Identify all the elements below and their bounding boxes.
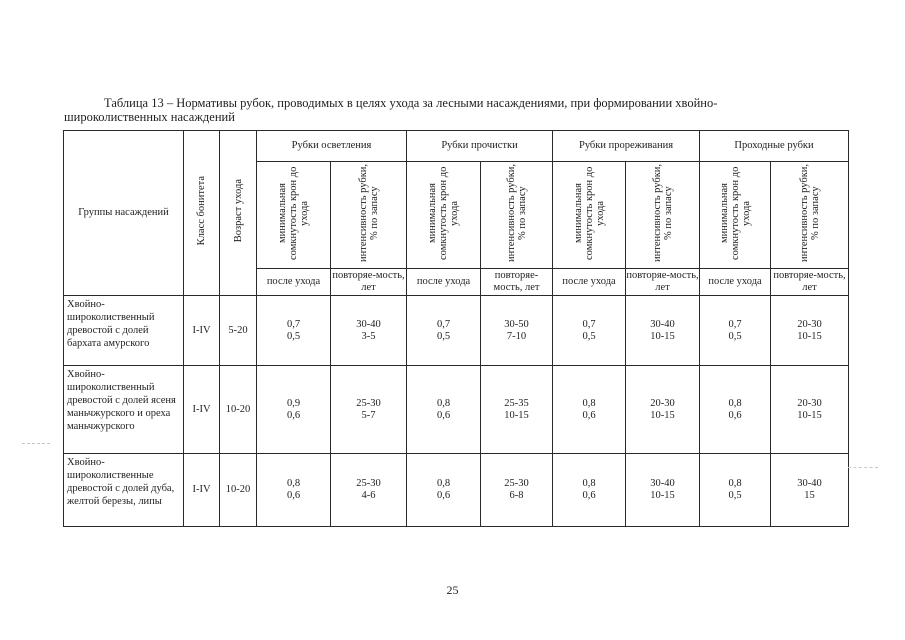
intensity-value	[481, 296, 553, 366]
value-line-top: 0,8	[436, 397, 451, 409]
care-age: 10-20	[220, 366, 257, 454]
header-section-prokhodnye: Проходные рубки	[700, 131, 849, 162]
table-row	[64, 366, 849, 454]
closure-value	[407, 366, 481, 454]
header-intensity-label: интенсивность рубки, % по запасу	[505, 163, 528, 263]
value-line-top: 0,8	[582, 478, 596, 489]
scan-artifact	[22, 443, 50, 444]
header-after-care: после ухода	[407, 269, 481, 296]
intensity-value	[331, 366, 407, 454]
value-line-bottom: 0,5	[286, 330, 301, 342]
header-min-closure	[700, 162, 771, 269]
value-line-bottom: 10-15	[650, 330, 675, 342]
closure-value	[553, 454, 626, 527]
value-line-bottom: 0,5	[728, 330, 742, 342]
intensity-value	[626, 454, 700, 527]
page-number: 25	[446, 583, 459, 597]
closure-value	[553, 366, 626, 454]
bonitet-class: I-IV	[184, 366, 220, 454]
value-line-top: 0,7	[582, 318, 596, 330]
value-line-bottom: 10-15	[650, 409, 675, 421]
value-line-top: 25-30	[356, 397, 381, 409]
header-bonitet	[184, 131, 220, 296]
bonitet-class: I-IV	[184, 454, 220, 527]
norms-table	[63, 130, 849, 527]
value-line-bottom: 10-15	[504, 409, 529, 421]
closure-value	[407, 296, 481, 366]
caption-line-1: Таблица 13 – Нормативы рубок, проводимых в целях ухода за лесными насаждениями, при формировании хвойно-	[104, 96, 718, 110]
header-intensity-label: интенсивность рубки, % по запасу	[798, 163, 821, 263]
header-section-prochistka: Рубки прочистки	[407, 131, 553, 162]
value-line-top: 0,7	[436, 318, 451, 330]
value-line-top: 0,8	[728, 397, 742, 409]
table-body	[64, 296, 849, 527]
header-intensity	[626, 162, 700, 269]
value-line-bottom: 6-8	[509, 490, 524, 501]
header-repeat: повторяе-мость, лет	[481, 269, 553, 296]
care-age: 10-20	[220, 454, 257, 527]
value-line-bottom: 5-7	[361, 409, 376, 421]
value-line-bottom: 0,5	[582, 330, 596, 342]
value-line-bottom: 0,5	[728, 490, 742, 501]
closure-value	[257, 366, 331, 454]
value-line-bottom: 0,6	[436, 490, 451, 501]
header-min-closure	[257, 162, 331, 269]
value-line-top: 30-50	[504, 318, 529, 330]
value-line-top: 30-40	[650, 318, 675, 330]
value-line-top: 25-30	[356, 478, 381, 489]
header-intensity-label: интенсивность рубки, % по запасу	[651, 163, 674, 263]
header-age	[220, 131, 257, 296]
value-line-top: 0,8	[286, 478, 301, 489]
header-min-closure	[407, 162, 481, 269]
header-intensity	[481, 162, 553, 269]
value-line-bottom: 0,6	[582, 490, 596, 501]
table-row	[64, 296, 849, 366]
intensity-value	[331, 296, 407, 366]
value-line-bottom: 0,6	[436, 409, 451, 421]
value-line-bottom: 0,6	[728, 409, 742, 421]
header-min-closure-label: минимальная сомкнутость крон до ухода	[427, 166, 461, 260]
header-groups-label: Группы насаждений	[78, 207, 169, 218]
value-line-bottom: 0,6	[286, 490, 301, 501]
intensity-value	[771, 454, 849, 527]
header-section-osvetlenie: Рубки осветления	[257, 131, 407, 162]
intensity-value	[481, 366, 553, 454]
intensity-value	[626, 296, 700, 366]
value-line-top: 0,8	[436, 478, 451, 489]
value-line-top: 0,8	[728, 478, 742, 489]
value-line-bottom: 10-15	[797, 330, 822, 342]
header-min-closure-label: минимальная сомкнутость крон до ухода	[277, 166, 310, 260]
stand-group-name: Хвойно-широколиственные древостой с долей дуба, желтой березы, липы	[64, 454, 184, 527]
header-repeat: повторяе-мость, лет	[626, 269, 700, 296]
value-line-top: 30-40	[650, 478, 675, 489]
value-line-top: 0,7	[728, 318, 742, 330]
caption-line-2: широколиственных насаждений	[64, 110, 235, 124]
closure-value	[700, 296, 771, 366]
value-line-top: 25-35	[504, 397, 529, 409]
closure-value	[700, 454, 771, 527]
header-groups	[64, 131, 184, 296]
table-row	[64, 454, 849, 527]
table-caption	[64, 96, 844, 124]
header-intensity	[331, 162, 407, 269]
value-line-bottom: 3-5	[361, 330, 376, 342]
value-line-bottom: 7-10	[506, 330, 527, 342]
scan-artifact	[848, 467, 878, 468]
header-section-prorezhivanie: Рубки прореживания	[553, 131, 700, 162]
header-bonitet-label: Класс бонитета	[196, 176, 207, 246]
header-repeat: повторяе-мость, лет	[771, 269, 849, 296]
closure-value	[553, 296, 626, 366]
header-after-care: после ухода	[553, 269, 626, 296]
closure-value	[700, 366, 771, 454]
value-line-bottom: 4-6	[361, 490, 376, 501]
header-age-label: Возраст ухода	[232, 179, 244, 243]
intensity-value	[626, 366, 700, 454]
value-line-top: 25-30	[504, 478, 529, 489]
header-intensity	[771, 162, 849, 269]
value-line-bottom: 15	[804, 490, 815, 501]
value-line-bottom: 0,5	[436, 330, 451, 342]
value-line-bottom: 0,6	[582, 409, 596, 421]
closure-value	[257, 454, 331, 527]
header-min-closure-label: минимальная сомкнутость крон до ухода	[718, 166, 752, 260]
header-min-closure	[553, 162, 626, 269]
header-after-care: после ухода	[700, 269, 771, 296]
header-after-care: после ухода	[257, 269, 331, 296]
header-repeat: повторяе-мость, лет	[331, 269, 407, 296]
value-line-top: 30-40	[356, 318, 381, 330]
header-min-closure-label: минимальная сомкнутость крон до ухода	[572, 166, 606, 260]
intensity-value	[331, 454, 407, 527]
care-age: 5-20	[220, 296, 257, 366]
closure-value	[407, 454, 481, 527]
value-line-bottom: 0,6	[286, 409, 301, 421]
intensity-value	[481, 454, 553, 527]
value-line-top: 0,8	[582, 397, 596, 409]
value-line-top: 20-30	[797, 397, 822, 409]
bonitet-class: I-IV	[184, 296, 220, 366]
closure-value	[257, 296, 331, 366]
value-line-bottom: 10-15	[797, 409, 822, 421]
value-line-bottom: 10-15	[650, 490, 675, 501]
intensity-value	[771, 296, 849, 366]
value-line-top: 20-30	[797, 318, 822, 330]
intensity-value	[771, 366, 849, 454]
stand-group-name: Хвойно-широколиственный древостой с долей бархата амурского	[64, 296, 184, 366]
value-line-top: 0,9	[286, 397, 301, 409]
header-intensity-label: интенсивность рубки, % по запасу	[357, 163, 380, 263]
stand-group-name: Хвойно-широколиственный древостой с долей ясеня маньчжурского и ореха маньчжурского	[64, 366, 184, 454]
value-line-top: 0,7	[286, 318, 301, 330]
value-line-top: 30-40	[797, 478, 822, 489]
value-line-top: 20-30	[650, 397, 675, 409]
